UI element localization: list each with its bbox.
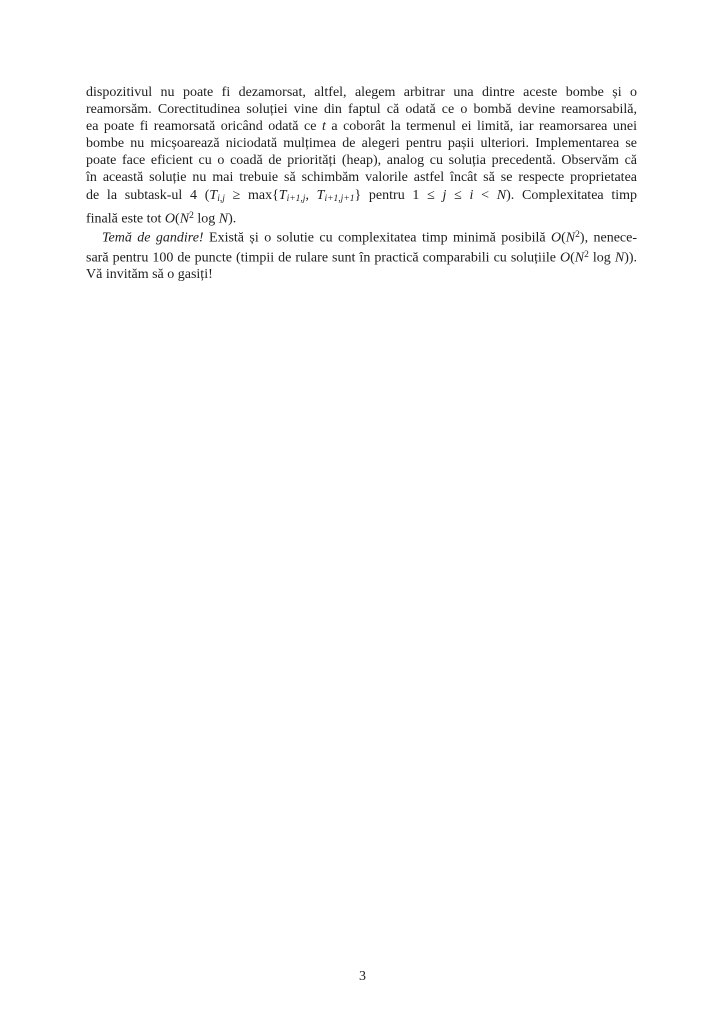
math-text-segment: 2 xyxy=(584,249,589,260)
text-segment: finală este tot xyxy=(86,211,165,227)
text-segment: reamorsăm. Corectitudinea soluției vine din faptul că odată ce o bombă devine reamorsabilă, xyxy=(86,102,637,118)
text-segment: dispozitivul nu poate fi dezamorsat, altfel, alegem arbitrar una dintre aceste bombe și o xyxy=(86,85,637,100)
text-line xyxy=(86,84,637,101)
text-segment: } pentru 1 ≤ xyxy=(354,187,443,203)
paragraph-solution-continuation xyxy=(86,84,637,227)
text-segment: ( xyxy=(175,211,180,227)
page-number: 3 xyxy=(359,969,366,984)
math-text-segment: N xyxy=(574,249,585,265)
text-segment: sară pentru 100 de puncte (timpii de rulare sunt în practică comparabili cu soluțiile xyxy=(86,249,560,265)
math-text-segment: N xyxy=(179,211,190,227)
text-segment: log xyxy=(588,249,615,265)
text-line xyxy=(86,208,637,227)
text-segment: ). xyxy=(228,211,237,227)
math-text-segment: j xyxy=(442,187,447,203)
math-text-segment: 2 xyxy=(189,210,194,221)
text-line xyxy=(86,169,637,186)
math-text-segment: N xyxy=(614,249,625,265)
text-line xyxy=(86,152,637,169)
math-text-segment: T xyxy=(316,187,325,203)
text-line xyxy=(86,187,637,208)
text-segment: log xyxy=(193,211,219,227)
math-text-segment: N xyxy=(496,187,507,203)
math-text-segment: N xyxy=(218,211,229,227)
math-text-segment: T xyxy=(278,187,287,203)
math-text-segment: i+1,j+1 xyxy=(324,193,355,204)
text-column xyxy=(86,84,637,283)
text-segment: ea poate fi reamorsată oricând odată ce xyxy=(86,119,322,135)
paragraph-tema-de-gandire xyxy=(86,227,637,283)
text-segment: bombe nu micșoarează niciodată mulțimea de alegeri pentru pașii ulteriori. Implementarea se xyxy=(86,136,637,152)
text-segment: ≥ max{ xyxy=(224,187,279,203)
text-line xyxy=(86,247,637,266)
math-text-segment: T xyxy=(209,187,218,203)
math-text-segment: Temă de gandire! xyxy=(102,230,204,246)
text-line xyxy=(86,118,637,135)
text-line xyxy=(86,135,637,152)
math-text-segment: i,j xyxy=(217,193,225,204)
text-segment: )). xyxy=(624,249,638,265)
math-text-segment: N xyxy=(565,230,576,246)
text-segment: de la subtask-ul 4 ( xyxy=(86,187,210,203)
text-segment: ( xyxy=(570,249,575,265)
text-line xyxy=(86,101,637,118)
math-text-segment: t xyxy=(321,119,326,135)
text-line xyxy=(86,227,637,246)
math-text-segment: O xyxy=(164,211,176,227)
math-text-segment: i+1,j xyxy=(286,193,306,204)
text-segment: , xyxy=(305,187,317,203)
text-segment: Vă invităm să o gasiți! xyxy=(86,266,213,282)
math-text-segment: O xyxy=(551,230,562,246)
text-segment: a coborât la termenul ei limită, iar reamorsarea unei xyxy=(325,119,637,135)
text-line xyxy=(86,266,637,283)
text-segment: ( xyxy=(561,230,566,246)
text-segment: în această soluție nu mai trebuie să schimbăm valorile astfel încât să se respecte proprietatea xyxy=(86,170,637,186)
text-segment: Există și o solutie cu complexitatea timp minimă posibilă xyxy=(203,230,551,246)
text-segment: poate face eficient cu o coadă de priorități (heap), analog cu soluția precedentă. Observăm că xyxy=(86,153,637,169)
math-text-segment: O xyxy=(559,249,571,265)
text-segment: ≤ xyxy=(446,187,470,203)
text-segment: < xyxy=(473,187,497,203)
text-segment: ). Complexitatea timp xyxy=(506,187,638,203)
text-segment: ), nenece- xyxy=(579,230,638,246)
math-text-segment: i xyxy=(469,187,474,203)
math-text-segment: 2 xyxy=(575,230,580,241)
